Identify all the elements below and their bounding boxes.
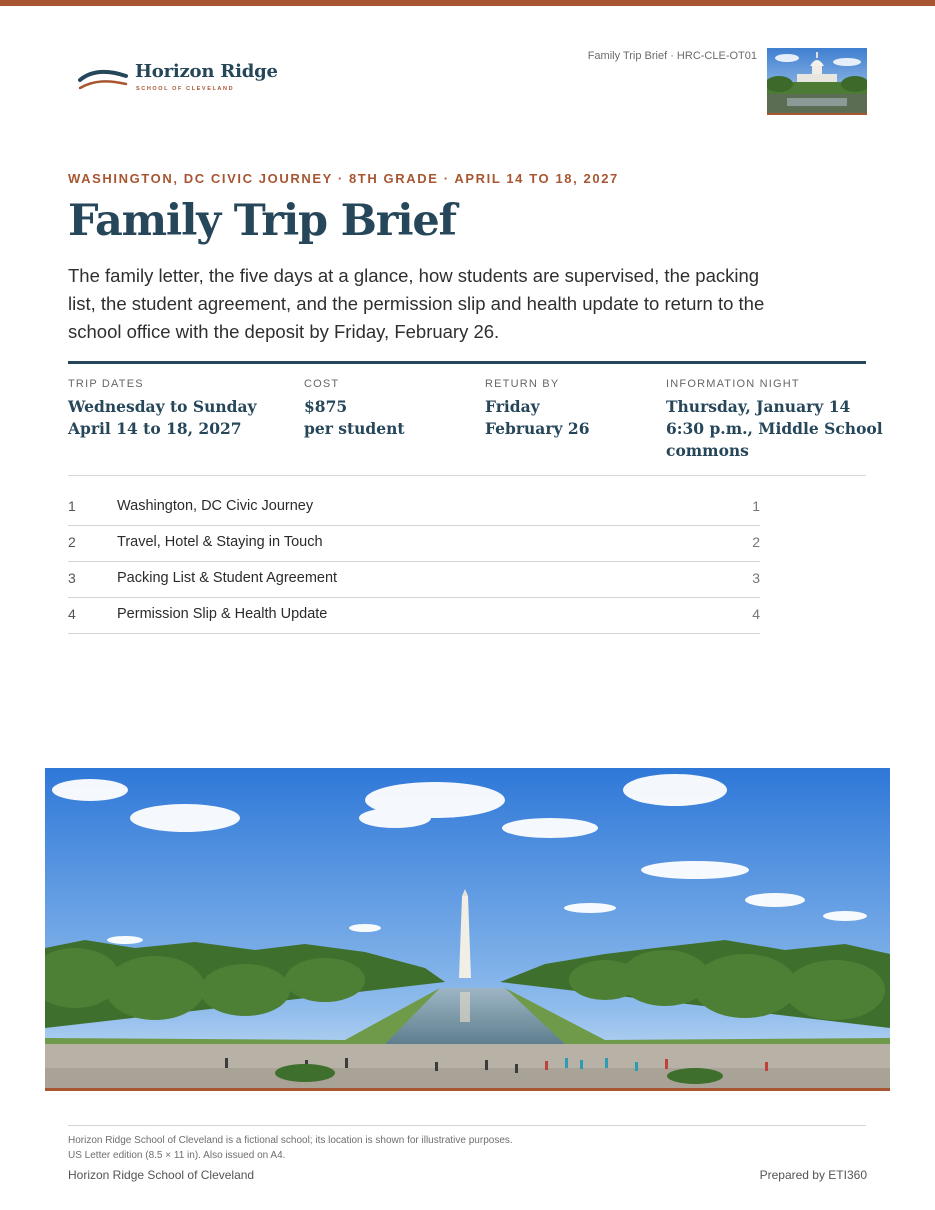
fact-value-line: February 26	[485, 419, 590, 438]
school-logo	[78, 58, 278, 98]
fact-label: TRIP DATES	[68, 378, 144, 390]
toc-number: 2	[68, 534, 76, 550]
fact-value	[304, 396, 405, 440]
toc-number: 3	[68, 570, 76, 586]
fact-value	[485, 396, 589, 440]
fact-value	[666, 396, 883, 462]
lead-paragraph: The family letter, the five days at a glance, how students are supervised, the packing list, the student agreement, and the permission slip and health update to return to the school office with the deposit by Friday, February 26.	[68, 265, 765, 342]
fact-value-line: Wednesday to Sunday	[68, 397, 257, 416]
fact-value-line: $875	[304, 397, 348, 416]
logo-wave-icon	[78, 66, 128, 96]
top-accent-rule	[0, 0, 935, 6]
logo-subtitle: SCHOOL OF CLEVELAND	[136, 86, 235, 92]
toc-page: 1	[752, 498, 760, 514]
toc-item[interactable]	[68, 526, 760, 562]
fact-value-line: per student	[304, 419, 405, 438]
fact-cost	[304, 378, 405, 440]
toc-title[interactable]: Packing List & Student Agreement	[117, 570, 338, 586]
trip-kicker: WASHINGTON, DC CIVIC JOURNEY · 8TH GRADE · APRIL 14 TO 18, 2027	[68, 171, 619, 186]
page-title: Family Trip Brief	[68, 196, 456, 246]
washington-monument-icon	[45, 768, 890, 1088]
fact-return-by	[485, 378, 589, 440]
footnote-edition: US Letter edition (8.5 × 11 in). Also issued on A4.	[68, 1150, 286, 1161]
hero-photo	[45, 768, 890, 1091]
fact-label: INFORMATION NIGHT	[666, 378, 800, 390]
footer-school: Horizon Ridge School of Cleveland	[68, 1168, 255, 1182]
fact-value-line: commons	[666, 441, 749, 460]
table-of-contents	[68, 490, 760, 634]
toc-page: 4	[752, 606, 760, 622]
fact-value-line: Thursday, January 14	[666, 397, 851, 416]
toc-title[interactable]: Travel, Hotel & Staying in Touch	[117, 534, 323, 550]
fact-label: RETURN BY	[485, 378, 560, 390]
toc-number: 1	[68, 498, 76, 514]
footer-prepared-by: Prepared by ETI360	[759, 1168, 867, 1182]
capitol-building-icon	[767, 48, 867, 113]
toc-item[interactable]	[68, 562, 760, 598]
toc-number: 4	[68, 606, 76, 622]
toc-item[interactable]	[68, 490, 760, 526]
toc-title[interactable]: Permission Slip & Health Update	[117, 606, 328, 622]
fact-value	[68, 396, 257, 440]
footnote-fictional: Horizon Ridge School of Cleveland is a fictional school; its location is shown for illustrative purposes.	[68, 1135, 513, 1146]
toc-item[interactable]	[68, 598, 760, 634]
toc-title[interactable]: Washington, DC Civic Journey	[117, 498, 314, 514]
toc-page: 2	[752, 534, 760, 550]
trip-facts-strip	[68, 361, 883, 476]
fact-label: COST	[304, 378, 340, 390]
logo-name: Horizon Ridge	[135, 61, 278, 82]
fact-information-night	[666, 378, 883, 462]
fact-value-line: April 14 to 18, 2027	[68, 419, 242, 438]
footer-rule	[68, 1125, 866, 1126]
fact-value-line: Friday	[485, 397, 540, 416]
fact-trip-dates	[68, 378, 257, 440]
capitol-thumbnail	[767, 48, 867, 115]
toc-page: 3	[752, 570, 760, 586]
fact-value-line: 6:30 p.m., Middle School	[666, 419, 883, 438]
document-code: Family Trip Brief · HRC-CLE-OT01	[587, 50, 757, 62]
